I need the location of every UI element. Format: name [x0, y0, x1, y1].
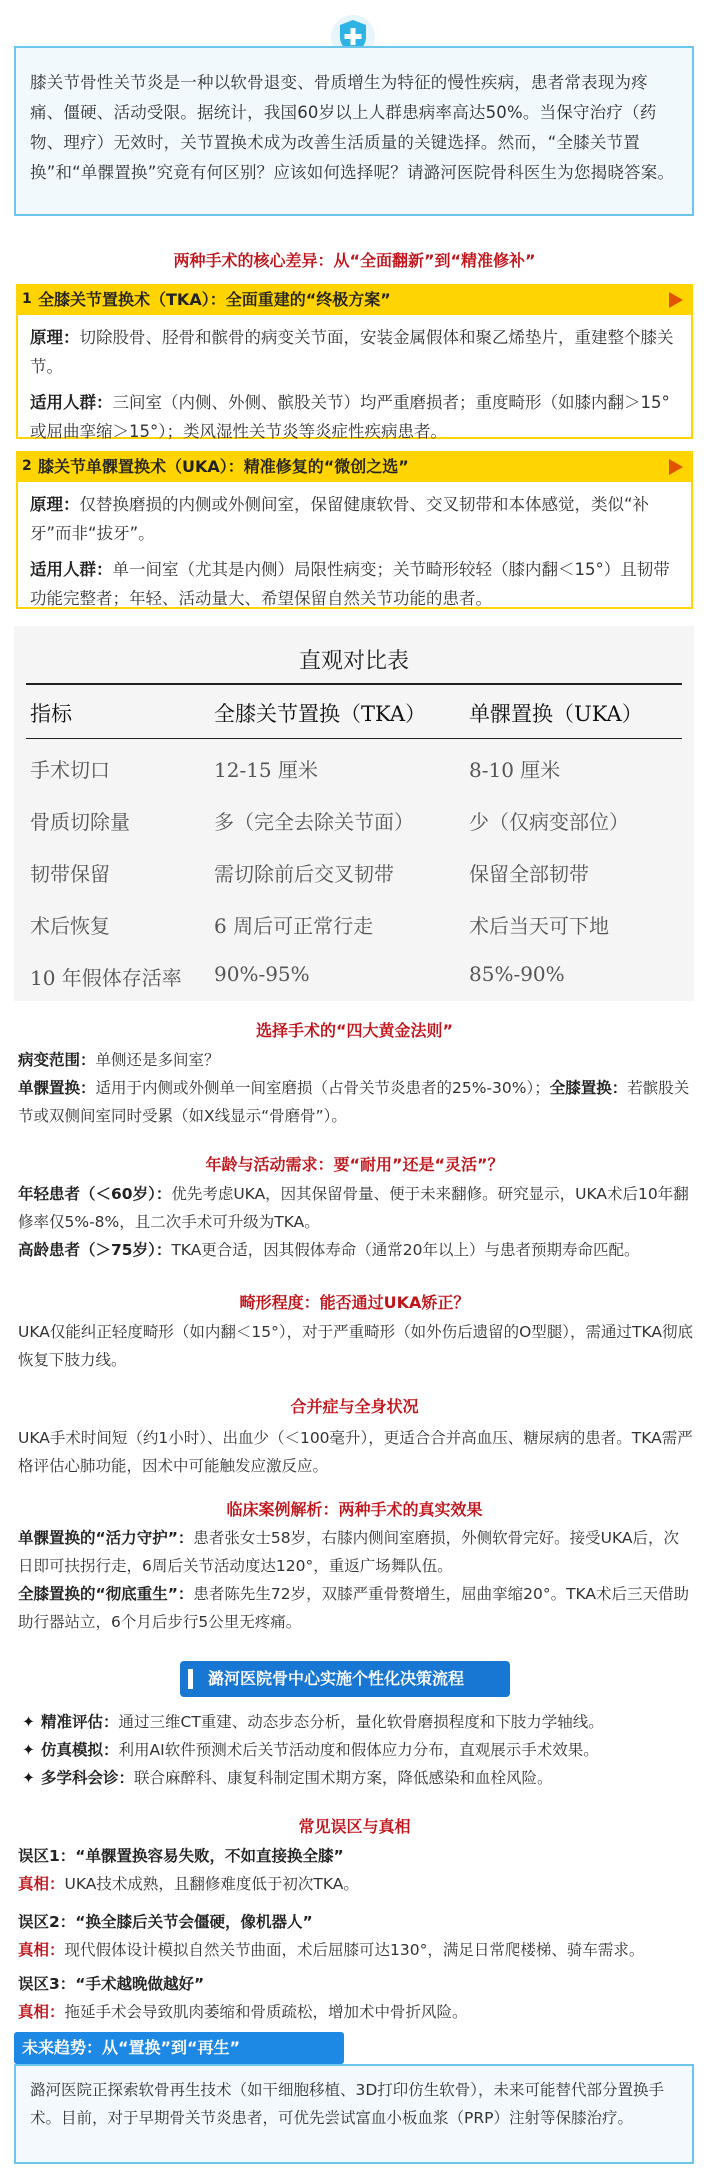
center-item-label: 仿真模拟： — [41, 1741, 119, 1759]
table-header-cell: 全膝关节置换（TKA） — [214, 702, 427, 726]
rule-tka-text: 若髌股关节或双侧间室同时受累（如X线显示“骨磨骨”）。 — [18, 1079, 690, 1125]
comparison-table — [14, 626, 694, 1001]
rules-text — [18, 1046, 694, 1130]
intro-text: 膝关节骨性关节炎是一种以软骨退变、骨质增生为特征的慢性疾病，患者常表现为疼痛、僵硬、活动受限。据统计，我国60岁以上人群患病率高达50%。当保守治疗（药物、理疗）无效时，关节置换术成为改善生活质量的关键选择。然而，“全膝关节置换”和“单髁置换”究竟有何区别？应该如何选择呢？请潞河医院骨科医生为您揭晓答案。 — [30, 73, 675, 182]
uka-heading-text: 膝关节单髁置换术（UKA）：精准修复的“微创之选” — [38, 457, 409, 476]
myth-label: 误区3： — [18, 1975, 76, 1993]
table-cell: 术后当天可下地 — [469, 914, 609, 938]
myths-title: 常见误区与真相 — [298, 1817, 411, 1836]
deform-paragraph: UKA仅能纠正轻度畸形（如内翻＜15°），对于严重畸形（如外伤后遗留的O型腿），需通过TKA彻底恢复下肢力线。 — [18, 1323, 693, 1369]
table-cell: 12-15 厘米 — [214, 758, 319, 782]
truth-text: UKA技术成熟，且翻修难度低于初次TKA。 — [64, 1875, 359, 1893]
table-header-cell: 单髁置换（UKA） — [469, 702, 643, 726]
rule-tka-label: 全膝置换： — [549, 1079, 628, 1097]
deform-text — [18, 1318, 694, 1374]
age-old-text: TKA更合适，因其假体寿命（通常20年以上）与患者预期寿命匹配。 — [171, 1241, 640, 1259]
myth-label: 误区1： — [18, 1847, 76, 1865]
tka-principle-label: 原理： — [30, 328, 80, 347]
core-title: 两种手术的核心差异：从“全面翻新”到“精准修补” — [173, 251, 536, 270]
table-cell: 保留全部韧带 — [469, 862, 589, 886]
center-item — [22, 1738, 599, 1760]
cases-text — [18, 1524, 694, 1636]
uka-principle: 仅替换磨损的内侧或外侧间室，保留健康软骨、交叉韧带和本体感觉，类似“补牙”而非“拔牙”。 — [30, 495, 650, 543]
age-young-label: 年轻患者（＜60岁）： — [18, 1185, 172, 1203]
age-old-label: 高龄患者（＞75岁）： — [18, 1241, 172, 1259]
rule-uka-label: 单髁置换： — [18, 1079, 96, 1097]
rule-uka-text: 适用于内侧或外侧单一间室磨损（占骨关节炎患者的25%-30%）； — [95, 1079, 550, 1097]
case2-label: 全膝置换的“彻底重生”： — [18, 1585, 194, 1603]
tka-principle: 切除股骨、胫骨和髌骨的病变关节面，安装金属假体和聚乙烯垫片，重建整个膝关节。 — [30, 328, 674, 376]
future-box — [14, 2064, 694, 2164]
center-banner — [180, 1661, 510, 1697]
table-title: 直观对比表 — [298, 649, 409, 674]
truth-label: 真相： — [18, 1941, 65, 1959]
center-item-text: 联合麻醉科、康复科制定围术期方案，降低感染和血栓风险。 — [134, 1769, 553, 1787]
table-cell: 需切除前后交叉韧带 — [214, 862, 394, 886]
tka-heading-text: 全膝关节置换术（TKA）：全面重建的“终极方案” — [38, 290, 391, 309]
truth-label: 真相： — [18, 2003, 65, 2021]
truth-text: 现代假体设计模拟自然关节曲面，术后屈膝可达130°，满足日常爬楼梯、骑车需求。 — [64, 1941, 645, 1959]
uka-number: 2 — [22, 458, 32, 474]
comorb-title: 合并症与全身状况 — [290, 1397, 419, 1416]
center-item — [22, 1710, 604, 1732]
tka-people-label: 适用人群： — [30, 393, 113, 412]
case1-label: 单髁置换的“活力守护”： — [18, 1529, 194, 1547]
sparkle-icon: ✦ — [22, 1769, 35, 1787]
age-title: 年龄与活动需求：要“耐用”还是“灵活”？ — [205, 1155, 504, 1174]
uka-people-label: 适用人群： — [30, 560, 113, 579]
sparkle-icon: ✦ — [22, 1713, 35, 1731]
uka-box — [16, 482, 693, 609]
table-cell: 90%-95% — [214, 962, 310, 986]
intro-box — [14, 46, 694, 216]
table-cell: 6 周后可正常行走 — [214, 914, 374, 938]
table-cell: 10 年假体存活率 — [30, 966, 182, 990]
tka-box — [16, 315, 693, 439]
tka-heading — [16, 284, 693, 315]
truth-text: 拖延手术会导致肌肉萎缩和骨质疏松，增加术中骨折风险。 — [64, 2003, 468, 2021]
table-top-rule — [26, 683, 682, 685]
table-cell: 韧带保留 — [30, 862, 110, 886]
comorb-paragraph: UKA手术时间短（约1小时）、出血少（＜100毫升），更适合合并高血压、糖尿病的患者。TKA需严格评估心肺功能，因术中可能触发应激反应。 — [18, 1429, 693, 1475]
center-banner-text: 潞河医院骨中心实施个性化决策流程 — [208, 1669, 465, 1688]
table-header-rule — [26, 738, 682, 739]
banner-bar-icon — [188, 1669, 193, 1689]
arrow-right-icon — [669, 292, 683, 308]
myth-label: 误区2： — [18, 1913, 76, 1931]
future-heading: 未来趋势：从“置换”到“再生” — [14, 2032, 344, 2064]
case2-text: 患者陈先生72岁，双膝严重骨赘增生，屈曲挛缩20°。TKA术后三天借助助行器站立，6个月后步行5公里无疼痛。 — [18, 1585, 690, 1631]
table-cell: 8-10 厘米 — [469, 758, 561, 782]
uka-people: 单一间室（尤其是内侧）局限性病变；关节畸形较轻（膝内翻＜15°）且韧带功能完整者；年轻、活动量大、希望保留自然关节功能的患者。 — [30, 560, 670, 608]
tka-people: 三间室（内侧、外侧、髌股关节）均严重磨损者；重度畸形（如膝内翻＞15°或屈曲挛缩＞15°）；类风湿性关节炎等炎症性疾病患者。 — [30, 393, 670, 441]
center-item-text: 利用AI软件预测术后关节活动度和假体应力分布，直观展示手术效果。 — [118, 1741, 599, 1759]
rule-scope-text: 单侧还是多间室？ — [95, 1051, 220, 1069]
center-item-text: 通过三维CT重建、动态步态分析，量化软骨磨损程度和下肢力学轴线。 — [118, 1713, 604, 1731]
myth-text: “换全膝后关节会僵硬，像机器人” — [75, 1913, 313, 1931]
table-header-cell: 指标 — [30, 702, 72, 726]
table-cell: 少（仅病变部位） — [469, 810, 629, 834]
age-young-text: 优先考虑UKA，因其保留骨量、便于未来翻修。研究显示，UKA术后10年翻修率仅5%-8%，且二次手术可升级为TKA。 — [18, 1185, 689, 1231]
uka-heading — [16, 451, 693, 482]
table-cell: 85%-90% — [469, 962, 565, 986]
age-text — [18, 1180, 694, 1264]
center-item-label: 多学科会诊： — [41, 1769, 135, 1787]
table-cell: 术后恢复 — [30, 914, 110, 938]
case1-text: 患者张女士58岁，右膝内侧间室磨损，外侧软骨完好。接受UKA后，次日即可扶拐行走，6周后关节活动度达120°，重返广场舞队伍。 — [18, 1529, 679, 1575]
tka-number: 1 — [22, 291, 32, 307]
deform-title: 畸形程度：能否通过UKA矫正？ — [239, 1293, 470, 1312]
myth-3 — [18, 1970, 694, 2026]
arrow-right-icon — [669, 459, 683, 475]
center-item-label: 精准评估： — [41, 1713, 119, 1731]
center-item — [22, 1766, 553, 1788]
myth-1 — [18, 1842, 694, 1898]
rule-scope-label: 病变范围： — [18, 1051, 96, 1069]
future-text: 潞河医院正探索软骨再生技术（如干细胞移植、3D打印仿生软骨），未来可能替代部分置换手术。目前，对于早期骨关节炎患者，可优先尝试富血小板血浆（PRP）注射等保膝治疗。 — [30, 2081, 665, 2127]
table-cell: 手术切口 — [30, 758, 110, 782]
cases-title: 临床案例解析：两种手术的真实效果 — [226, 1500, 483, 1519]
rules-title: 选择手术的“四大黄金法则” — [255, 1021, 454, 1040]
table-cell: 骨质切除量 — [30, 810, 130, 834]
myth-text: “手术越晚做越好” — [75, 1975, 205, 1993]
truth-label: 真相： — [18, 1875, 65, 1893]
table-cell: 多（完全去除关节面） — [214, 810, 414, 834]
comorb-text — [18, 1424, 694, 1480]
sparkle-icon: ✦ — [22, 1741, 35, 1759]
myth-text: “单髁置换容易失败，不如直接换全膝” — [75, 1847, 344, 1865]
uka-principle-label: 原理： — [30, 495, 80, 514]
myth-2 — [18, 1908, 694, 1964]
